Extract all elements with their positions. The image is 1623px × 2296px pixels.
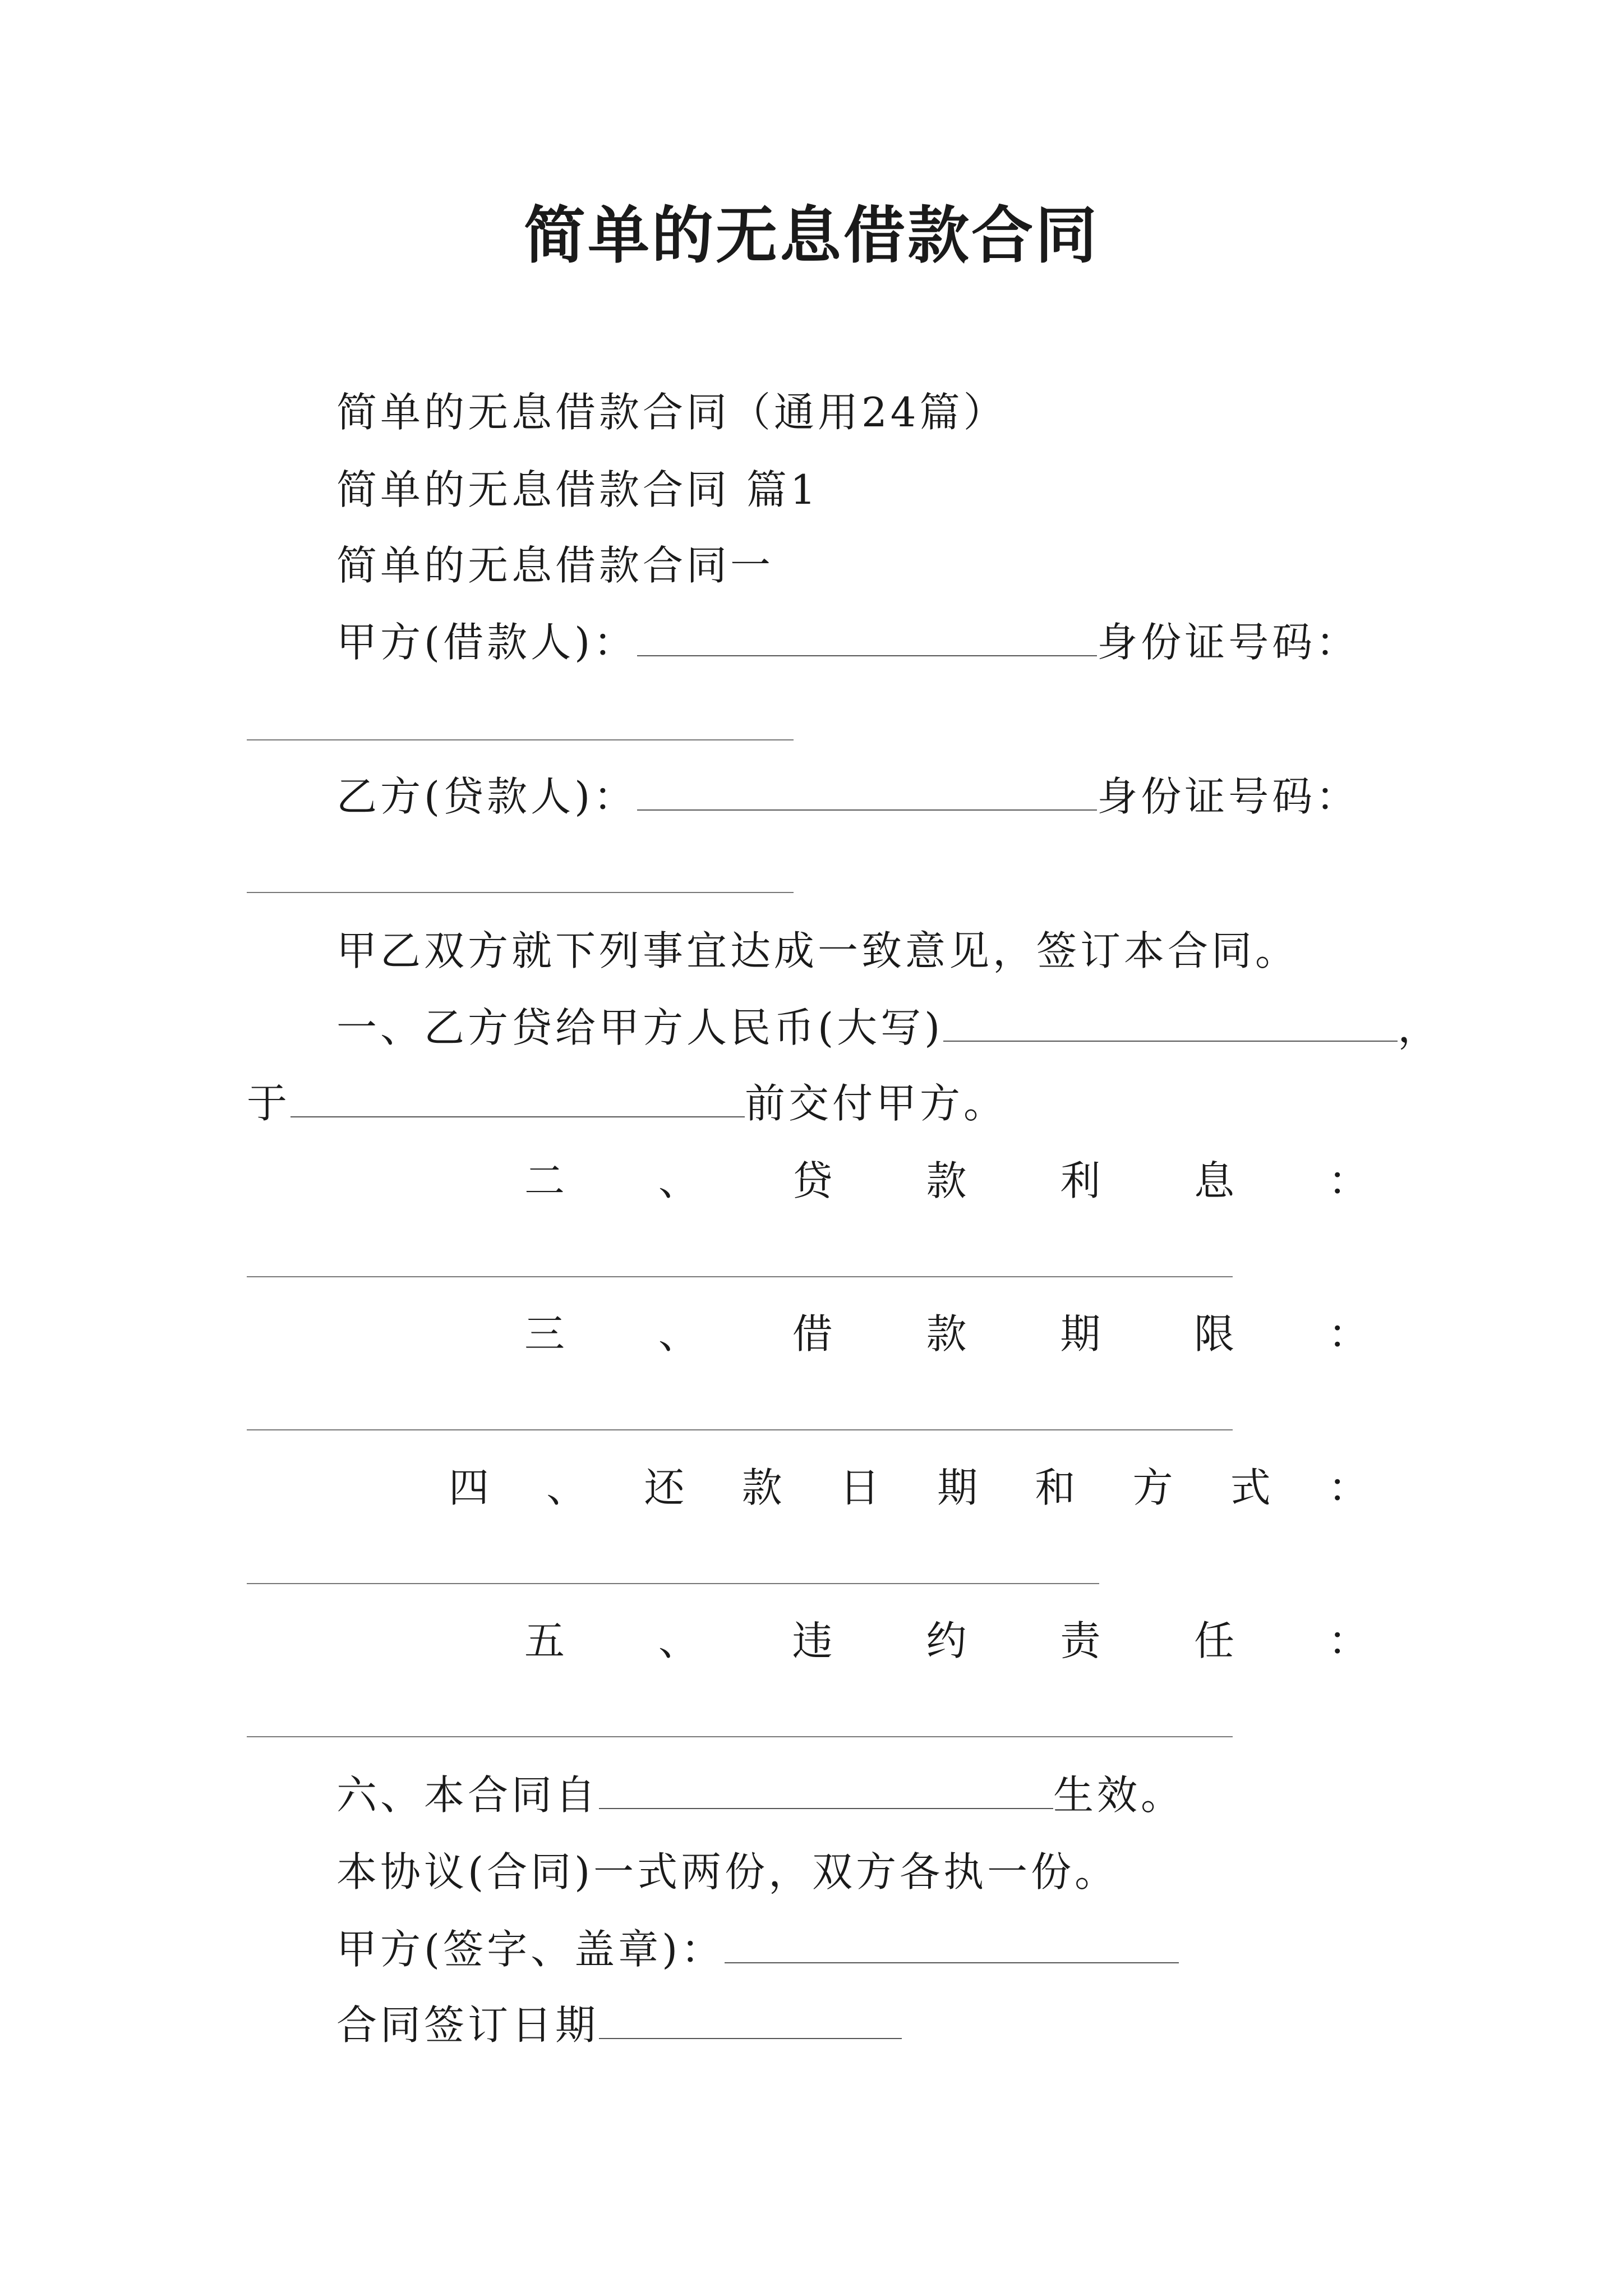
- clause-4-char: 日: [839, 1464, 880, 1511]
- clause-2-char: 款: [926, 1157, 967, 1204]
- party-b-id-blank: [247, 892, 794, 893]
- clause-4-blank: [247, 1583, 1099, 1584]
- party-b-id-label: 身份证号码：: [1097, 773, 1360, 820]
- party-b-label: 乙方(贷款人)：: [336, 773, 638, 820]
- clause-1-comma: ，: [1398, 1004, 1442, 1051]
- clause-2-char: 、: [658, 1157, 699, 1204]
- clause-1-continuation: [247, 1078, 1007, 1129]
- party-a-label: 甲方(借款人)：: [336, 619, 638, 666]
- clause-4-char: 、: [546, 1464, 587, 1511]
- clause-2-heading: [524, 1156, 1368, 1206]
- clause-3-char: 三: [524, 1310, 565, 1358]
- clause-3-char: 款: [926, 1310, 967, 1358]
- clause-2-char: 息: [1194, 1157, 1235, 1204]
- clause-4-heading: [449, 1462, 1368, 1513]
- clause-1-amount-blank: [943, 1007, 1398, 1042]
- clause-3-char: 借: [792, 1310, 833, 1358]
- subtitle: 简单的无息借款合同（通用24篇）: [336, 389, 1007, 436]
- clause-2-char: 利: [1060, 1157, 1101, 1204]
- clause-5-char: ：: [1327, 1617, 1368, 1664]
- party-a-line: [336, 617, 1359, 668]
- clause-4-char: 期: [937, 1464, 978, 1511]
- clause-3-char: ：: [1327, 1310, 1368, 1358]
- clause-2-char: 二: [524, 1157, 565, 1204]
- section-heading: 简单的无息借款合同 篇1: [336, 466, 819, 513]
- signature-label: 甲方(签字、盖章)：: [336, 1926, 725, 1973]
- clause-1-suffix: 前交付甲方。: [745, 1080, 1008, 1127]
- contract-heading: 简单的无息借款合同一: [336, 542, 774, 589]
- clause-4-char: 和: [1035, 1464, 1076, 1511]
- clause-3-char: 限: [1194, 1310, 1235, 1358]
- sign-date-blank: [599, 2004, 902, 2039]
- signature-blank: [725, 1929, 1179, 1963]
- clause-4-char: ：: [1327, 1464, 1368, 1511]
- agreement-text: 甲乙双方就下列事宜达成一致意见，签订本合同。: [336, 927, 1299, 974]
- clause-4-char: 四: [449, 1464, 490, 1511]
- clause-5-char: 任: [1194, 1617, 1235, 1664]
- clause-4-char: 方: [1132, 1464, 1173, 1511]
- party-a-id-blank: [247, 739, 794, 740]
- clause-3-heading: [524, 1309, 1368, 1359]
- clause-6-prefix: 六、本合同自: [336, 1772, 600, 1819]
- clause-3-char: 、: [658, 1310, 699, 1358]
- clause-5-char: 违: [792, 1617, 833, 1664]
- clause-5-char: 约: [926, 1617, 967, 1664]
- clause-6-suffix: 生效。: [1053, 1772, 1185, 1819]
- clause-3-blank: [247, 1429, 1233, 1430]
- party-a-id-label: 身份证号码：: [1097, 619, 1360, 666]
- clause-6-date-blank: [599, 1774, 1053, 1809]
- clause-1-line: [336, 1002, 1441, 1053]
- clause-1-prefix: 于: [247, 1080, 291, 1127]
- clause-6-line: [336, 1770, 1184, 1820]
- signature-line: [336, 1924, 1179, 1975]
- clause-2-char: 贷: [792, 1157, 833, 1204]
- document-title: 简单的无息借款合同: [524, 200, 1099, 272]
- sign-date-line: [336, 2000, 902, 2050]
- sign-date-label: 合同签订日期: [336, 2001, 600, 2049]
- clause-2-char: ：: [1327, 1157, 1368, 1204]
- clause-5-blank: [247, 1736, 1233, 1737]
- clause-5-char: 、: [658, 1617, 699, 1664]
- clause-5-char: 五: [524, 1617, 565, 1664]
- copies-text: 本协议(合同)一式两份，双方各执一份。: [336, 1848, 1119, 1895]
- clause-5-char: 责: [1060, 1617, 1101, 1664]
- clause-1-date-blank: [291, 1083, 745, 1117]
- clause-2-blank: [247, 1276, 1233, 1277]
- clause-4-char: 还: [644, 1464, 685, 1511]
- clause-4-char: 款: [741, 1464, 782, 1511]
- party-b-name-blank: [637, 776, 1097, 811]
- party-b-line: [336, 771, 1359, 822]
- clause-3-char: 期: [1060, 1310, 1101, 1358]
- clause-5-heading: [524, 1616, 1368, 1666]
- party-a-name-blank: [637, 622, 1097, 656]
- clause-4-char: 式: [1230, 1464, 1271, 1511]
- clause-1-text: 一、乙方贷给甲方人民币(大写): [336, 1004, 944, 1051]
